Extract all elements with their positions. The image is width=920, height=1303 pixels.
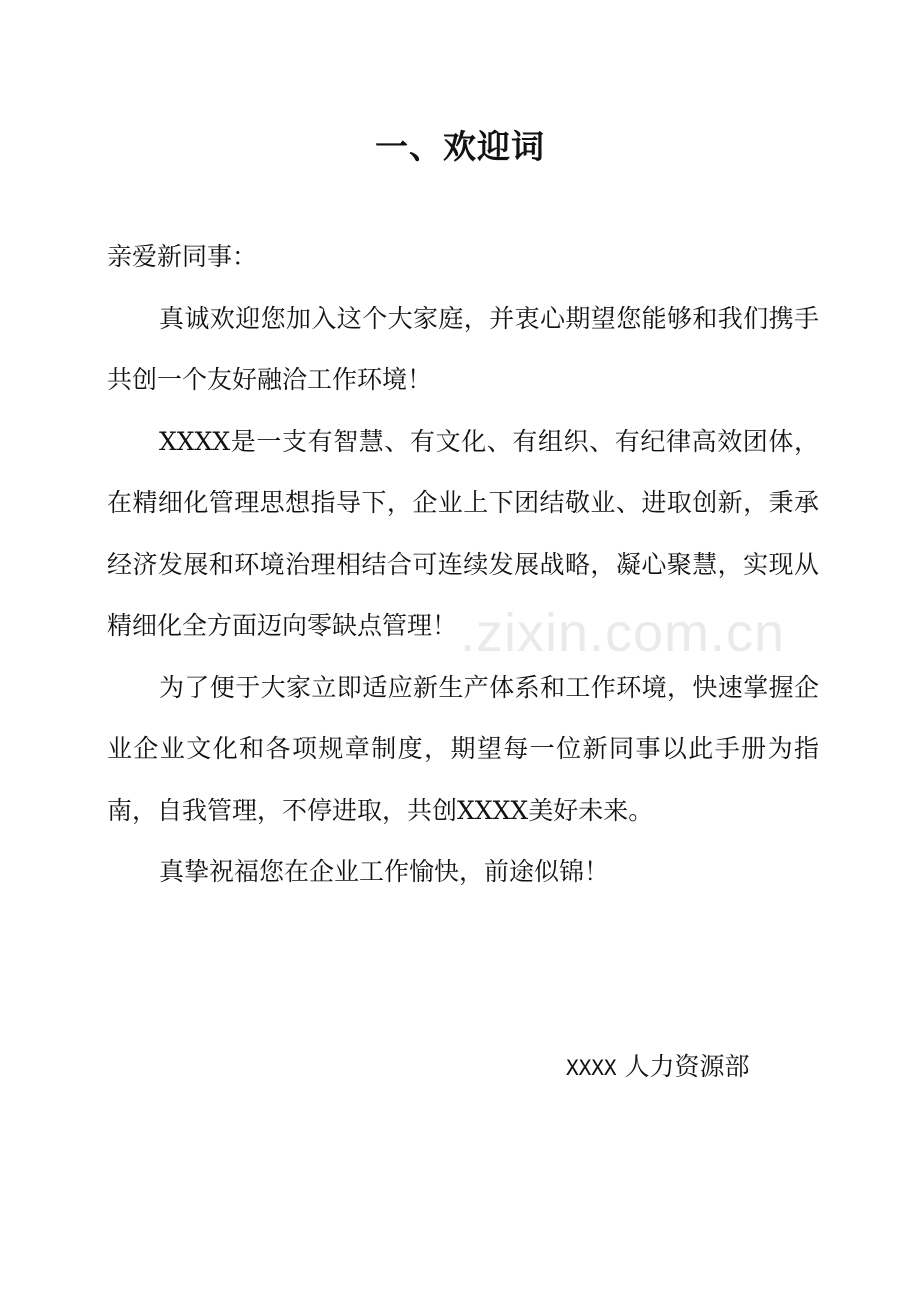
- signature: [566, 1046, 750, 1089]
- page-title: 一、欢迎词: [375, 127, 545, 166]
- paragraph-welcome: 真诚欢迎您加入这个大家庭，并衷心期望您能够和我们携手共创一个友好融洽工作环境！: [107, 303, 819, 394]
- watermark: .zixin.com.cn: [460, 603, 786, 663]
- letter-body: [107, 226, 819, 903]
- signature-org-code: XXXX: [566, 1056, 617, 1080]
- paragraph-wishes: 真挚祝福您在企业工作愉快，前途似锦！: [159, 857, 610, 886]
- signature-department: 人力资源部: [624, 1052, 750, 1081]
- paragraph-team: XXXX是一支有智慧、有文化、有组织、有纪律高效团体，在精细化管理思想指导下，企业上下团结敬业、进取创新，秉承经济发展和环境治理相结合可连续发展战略，凝心聚慧，实现从精细化全方面迈向零缺点管理！: [107, 426, 819, 640]
- salutation: 亲爱新同事：: [107, 242, 258, 271]
- paragraph-handbook: 为了便于大家立即适应新生产体系和工作环境，快速掌握企业企业文化和各项规章制度，期望每一位新同事以此手册为指南，自我管理，不停进取，共创XXXX美好未来。: [107, 672, 819, 825]
